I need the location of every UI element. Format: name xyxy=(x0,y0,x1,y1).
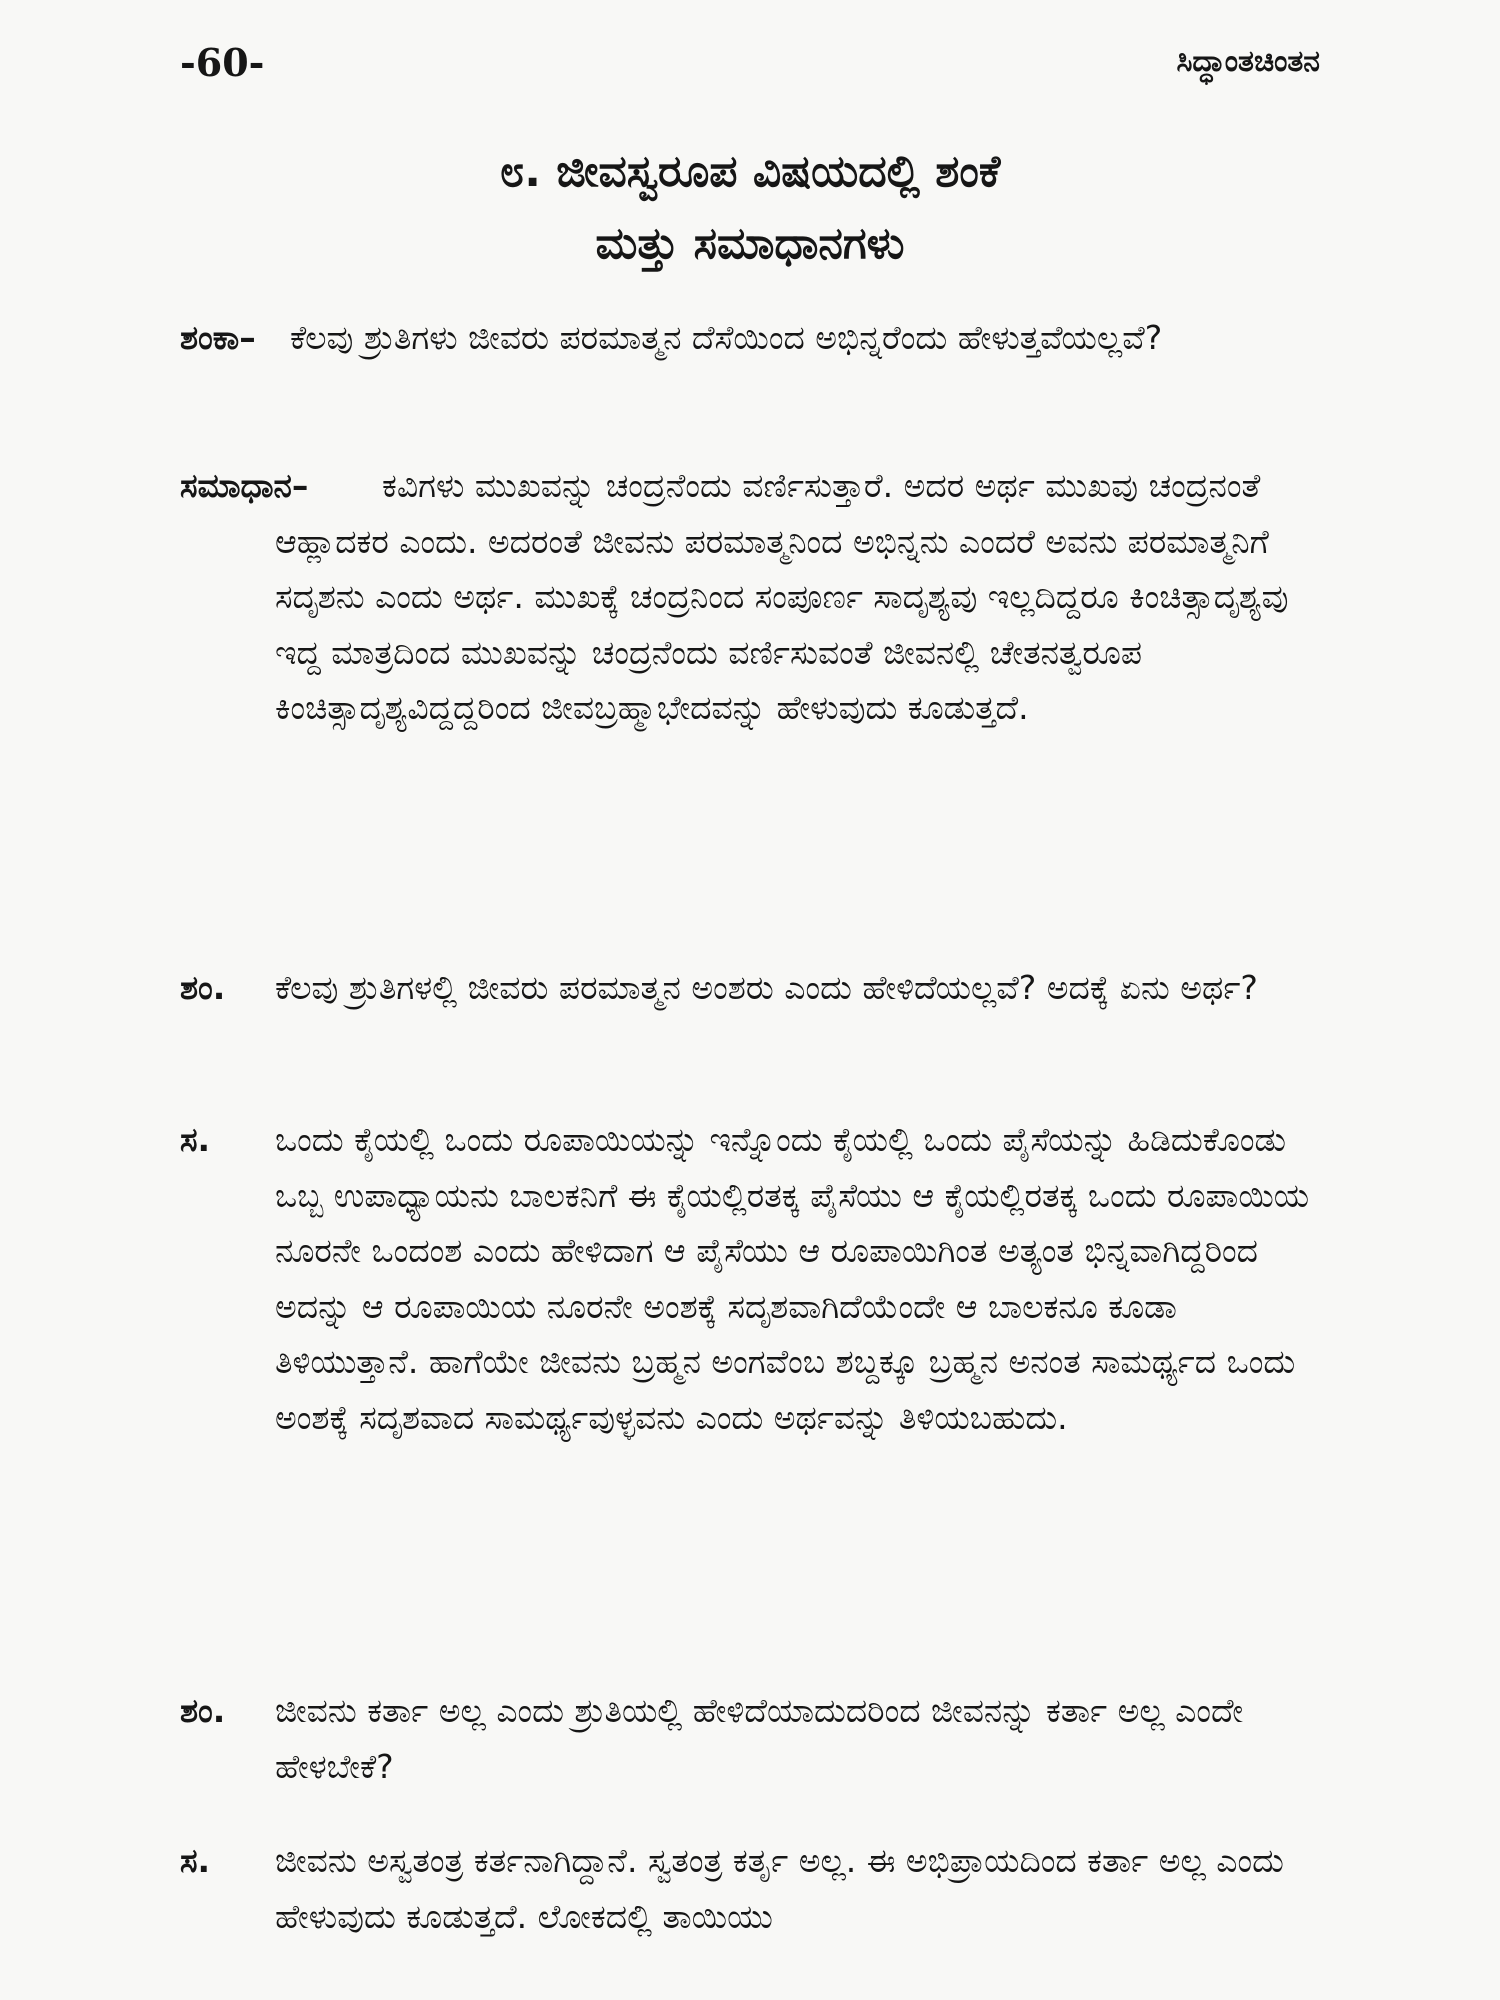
qa-entry-1 xyxy=(180,310,1330,366)
entry-label: ಸಮಾಧಾನ– xyxy=(180,466,309,505)
qa-entry-6 xyxy=(180,1833,1330,1944)
qa-entry-4 xyxy=(180,1112,1330,1445)
entry-label: ಶಂ. xyxy=(180,1691,226,1730)
chapter-title-line-1: ೮. ಜೀವಸ್ವರೂಪ ವಿಷಯದಲ್ಲಿ ಶಂಕೆ xyxy=(499,146,1001,197)
entry-text: ಒಂದು ಕೈಯಲ್ಲಿ ಒಂದು ರೂಪಾಯಿಯನ್ನು ಇನ್ನೊಂದು ಕೈಯಲ್ಲಿ ಒಂದು ಪೈಸೆಯನ್ನು ಹಿಡಿದುಕೊಂಡು ಒಬ್ಬ ಉಪಾಧ್ಯಾಯನು ಬಾಲಕನಿಗೆ ಈ ಕೈಯಲ್ಲಿರತಕ್ಕ ಪೈಸೆಯು ಆ ಕೈಯಲ್ಲಿರತಕ್ಕ ಒಂದು ರೂಪಾಯಿಯ ನೂರನೇ ಒಂದಂಶ ಎಂದು ಹೇಳಿದಾಗ ಆ ಪೈಸೆಯು ಆ ರೂಪಾಯಿಗಿಂತ ಅತ್ಯಂತ ಭಿನ್ನವಾಗಿದ್ದರಿಂದ ಅದನ್ನು ಆ ರೂಪಾಯಿಯ ನೂರನೇ ಅಂಶಕ್ಕೆ ಸದೃಶವಾಗಿದೆಯೆಂದೇ ಆ ಬಾಲಕನೂ ಕೂಡಾ ತಿಳಿಯುತ್ತಾನೆ. ಹಾಗೆಯೇ ಜೀವನು ಬ್ರಹ್ಮನ ಅಂಗವೆಂಬ ಶಬ್ದಕ್ಕೂ ಬ್ರಹ್ಮನ ಅನಂತ ಸಾಮರ್ಥ್ಯದ ಒಂದು ಅಂಶಕ್ಕೆ ಸದೃಶವಾದ ಸಾಮರ್ಥ್ಯವುಳ್ಳವನು ಎಂದು ಅರ್ಥವನ್ನು ತಿಳಿಯಬಹುದು. xyxy=(275,1120,1310,1437)
entry-text: ಜೀವನು ಕರ್ತಾ ಅಲ್ಲ ಎಂದು ಶ್ರುತಿಯಲ್ಲಿ ಹೇಳಿದೆಯಾದುದರಿಂದ ಜೀವನನ್ನು ಕರ್ತಾ ಅಲ್ಲ ಎಂದೇ ಹೇಳಬೇಕೆ? xyxy=(275,1691,1244,1786)
entry-text: ಕೆಲವು ಶ್ರುತಿಗಳು ಜೀವರು ಪರಮಾತ್ಮನ ದೆಸೆಯಿಂದ ಅಭಿನ್ನರೆಂದು ಹೇಳುತ್ತವೆಯಲ್ಲವೆ? xyxy=(290,318,1163,357)
entry-label: ಸ. xyxy=(180,1120,211,1159)
running-title: ಸಿದ್ಧಾಂತಚಿಂತನ xyxy=(1176,44,1320,79)
chapter-title-line-2: ಮತ್ತು ಸಮಾಧಾನಗಳು xyxy=(595,218,905,269)
entry-text: ಕವಿಗಳು ಮುಖವನ್ನು ಚಂದ್ರನೆಂದು ವರ್ಣಿಸುತ್ತಾರೆ. ಅದರ ಅರ್ಥ ಮುಖವು ಚಂದ್ರನಂತೆ ಆಹ್ಲಾದಕರ ಎಂದು. ಅದರಂತೆ ಜೀವನು ಪರಮಾತ್ಮನಿಂದ ಅಭಿನ್ನನು ಎಂದರೆ ಅವನು ಪರಮಾತ್ಮನಿಗೆ ಸದೃಶನು ಎಂದು ಅರ್ಥ. ಮುಖಕ್ಕೆ ಚಂದ್ರನಿಂದ ಸಂಪೂರ್ಣ ಸಾದೃಶ್ಯವು ಇಲ್ಲದಿದ್ದರೂ ಕಿಂಚಿತ್ಸಾದೃಶ್ಯವು ಇದ್ದ ಮಾತ್ರದಿಂದ ಮುಖವನ್ನು ಚಂದ್ರನೆಂದು ವರ್ಣಿಸುವಂತೆ ಜೀವನಲ್ಲಿ ಚೇತನತ್ವರೂಪ ಕಿಂಚಿತ್ಸಾದೃಶ್ಯವಿದ್ದದ್ದರಿಂದ ಜೀವಬ್ರಹ್ಮಾಭೇದವನ್ನು ಹೇಳುವುದು ಕೂಡುತ್ತದೆ. xyxy=(275,466,1289,727)
entry-text: ಜೀವನು ಅಸ್ವತಂತ್ರ ಕರ್ತನಾಗಿದ್ದಾನೆ. ಸ್ವತಂತ್ರ ಕರ್ತೃ ಅಲ್ಲ. ಈ ಅಭಿಪ್ರಾಯದಿಂದ ಕರ್ತಾ ಅಲ್ಲ ಎಂದು ಹೇಳುವುದು ಕೂಡುತ್ತದೆ. ಲೋಕದಲ್ಲಿ ತಾಯಿಯು xyxy=(275,1841,1284,1936)
page-number: -60- xyxy=(180,40,265,85)
entry-text: ಕೆಲವು ಶ್ರುತಿಗಳಲ್ಲಿ ಜೀವರು ಪರಮಾತ್ಮನ ಅಂಶರು ಎಂದು ಹೇಳಿದೆಯಲ್ಲವೆ? ಅದಕ್ಕೆ ಏನು ಅರ್ಥ? xyxy=(275,968,1258,1007)
qa-entry-5 xyxy=(180,1683,1330,1794)
entry-label: ಸ. xyxy=(180,1841,211,1880)
entry-label: ಶಂ. xyxy=(180,968,226,1007)
entry-label: ಶಂಕಾ– xyxy=(180,318,256,357)
qa-entry-2 xyxy=(180,458,1330,736)
qa-entry-3 xyxy=(180,960,1330,1016)
